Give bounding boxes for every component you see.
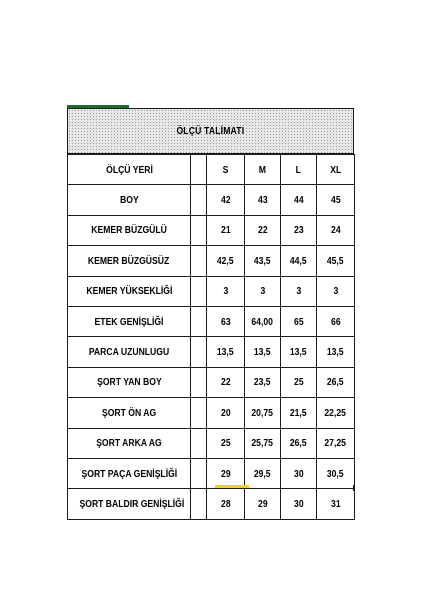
measurement-cell [68,428,191,458]
size-value: 29 [257,497,268,510]
size-value-cell [245,398,281,428]
table-row [68,215,355,245]
size-value-cell [317,185,355,215]
size-value-cell [281,367,317,397]
measurement-cell [68,367,191,397]
measurement-cell [68,489,191,519]
size-value: 30 [293,467,304,480]
size-value-cell [281,185,317,215]
size-value-cell [207,337,245,367]
size-value: 22,25 [324,406,347,419]
header-size-xl: XL [317,155,355,185]
size-value-cell [245,276,281,306]
table-row [68,276,355,306]
size-value-cell [317,489,355,519]
size-value: 66 [330,315,341,328]
size-value-cell [207,276,245,306]
size-value: 44,5 [290,254,307,267]
size-value: 31 [330,497,341,510]
measurement-label: ETEK GENİŞLİĞİ [94,315,164,328]
measurement-label: KEMER BÜZGÜLÜ [91,224,167,237]
size-value: 25 [220,437,231,450]
size-value: 24 [330,224,341,237]
empty-cell [191,337,207,367]
size-value: 21 [220,224,231,237]
table-row [68,398,355,428]
size-value: 30,5 [327,467,344,480]
size-value: 45,5 [327,254,344,267]
size-value-cell [317,428,355,458]
measurement-cell [68,246,191,276]
measurement-label: BOY [119,194,139,207]
measurement-cell [68,215,191,245]
empty-cell [191,155,207,185]
size-value: 26,5 [327,376,344,389]
size-value-cell [281,306,317,336]
size-value: 27,25 [324,437,347,450]
size-value: 20,75 [251,406,274,419]
empty-cell [191,398,207,428]
empty-cell [191,185,207,215]
size-value: 22 [220,376,231,389]
grid-line [190,485,191,491]
measurement-cell [68,398,191,428]
table-row [68,185,355,215]
size-value-cell [245,428,281,458]
size-value: 21,5 [290,406,307,419]
size-value: 3 [260,285,265,298]
measurement-label: PARCA UZUNLUGU [88,346,170,359]
table-row [68,337,355,367]
size-value: 42,5 [217,254,234,267]
size-value-cell [281,246,317,276]
size-value: 13,5 [254,346,271,359]
measurement-label: ŞORT ARKA AG [96,437,162,450]
size-value-cell [245,337,281,367]
sheet-bottom-edge [67,485,354,493]
size-value-cell [207,398,245,428]
size-value-cell [317,215,355,245]
table-row [68,306,355,336]
empty-cell [191,367,207,397]
grid-line [67,485,68,491]
size-value-cell [317,337,355,367]
measurement-cell [68,185,191,215]
size-value: 65 [293,315,304,328]
size-chart-title-cell [67,108,354,154]
size-value-cell [207,215,245,245]
size-value: 45 [330,194,341,207]
size-value: 42 [220,194,231,207]
size-value-cell [281,215,317,245]
size-value-cell [207,306,245,336]
size-value: 44 [293,194,304,207]
size-value: 29 [220,467,231,480]
size-value: 63 [220,315,231,328]
size-value: 28 [220,497,231,510]
measurement-label: ŞORT PAÇA GENİŞLİĞİ [81,467,177,480]
selected-cell-marker [215,485,249,488]
size-value-cell [281,337,317,367]
measurement-cell [68,306,191,336]
size-value: 43 [257,194,268,207]
size-value-cell [245,489,281,519]
size-value-cell [245,215,281,245]
grid-line [280,485,281,491]
empty-cell [191,215,207,245]
empty-cell [191,276,207,306]
size-value: 30 [293,497,304,510]
size-value: 25 [293,376,304,389]
size-value: 23,5 [254,376,271,389]
size-value: 26,5 [290,437,307,450]
table-row [68,367,355,397]
size-value-cell [207,185,245,215]
size-value-cell [207,367,245,397]
size-value-cell [245,306,281,336]
size-value: 43,5 [254,254,271,267]
size-value-cell [207,246,245,276]
header-measurement-label: ÖLÇÜ YERİ [105,163,153,176]
grid-line [316,485,317,491]
grid-line [206,485,207,491]
size-value-cell [317,398,355,428]
size-value: 13,5 [217,346,234,359]
measurement-cell [68,337,191,367]
size-value: 3 [296,285,301,298]
size-value: 20 [220,406,231,419]
size-value-cell [245,246,281,276]
size-value-cell [317,246,355,276]
measurement-label: ŞORT ÖN AG [101,406,157,419]
header-size-s: S [207,155,245,185]
table-row [68,246,355,276]
empty-cell [191,489,207,519]
size-value: 13,5 [290,346,307,359]
size-value-cell [317,306,355,336]
measurement-label: KEMER YÜKSEKLİĞİ [86,285,172,298]
measurement-cell [68,276,191,306]
size-value: 23 [293,224,304,237]
grid-line [353,485,354,491]
size-value-cell [281,276,317,306]
size-value-cell [317,276,355,306]
measurement-label: ŞORT BALDIR GENİŞLİĞİ [79,497,185,510]
size-value: 3 [333,285,338,298]
header-measurement-cell [68,155,191,185]
size-value-cell [207,428,245,458]
size-chart-title: ÖLÇÜ TALİMATI [176,125,245,137]
size-value: 25,75 [251,437,274,450]
empty-cell [191,246,207,276]
size-value-cell [317,367,355,397]
size-value-cell [281,398,317,428]
header-size-m: M [245,155,281,185]
size-value-cell [281,489,317,519]
table-row [68,489,355,519]
size-value-cell [207,489,245,519]
measurement-label: ŞORT YAN BOY [96,376,162,389]
size-value: 64,00 [251,315,274,328]
size-value-cell [281,428,317,458]
size-value: 3 [223,285,228,298]
size-value-cell [245,367,281,397]
size-value: 13,5 [327,346,344,359]
size-value: 22 [257,224,268,237]
size-value-cell [245,185,281,215]
size-value: 29,5 [254,467,271,480]
table-row [68,428,355,458]
empty-cell [191,306,207,336]
empty-cell [191,428,207,458]
header-row [68,155,355,185]
measurement-label: KEMER BÜZGÜSÜZ [88,254,170,267]
header-size-l: L [281,155,317,185]
size-chart-table [67,154,355,520]
